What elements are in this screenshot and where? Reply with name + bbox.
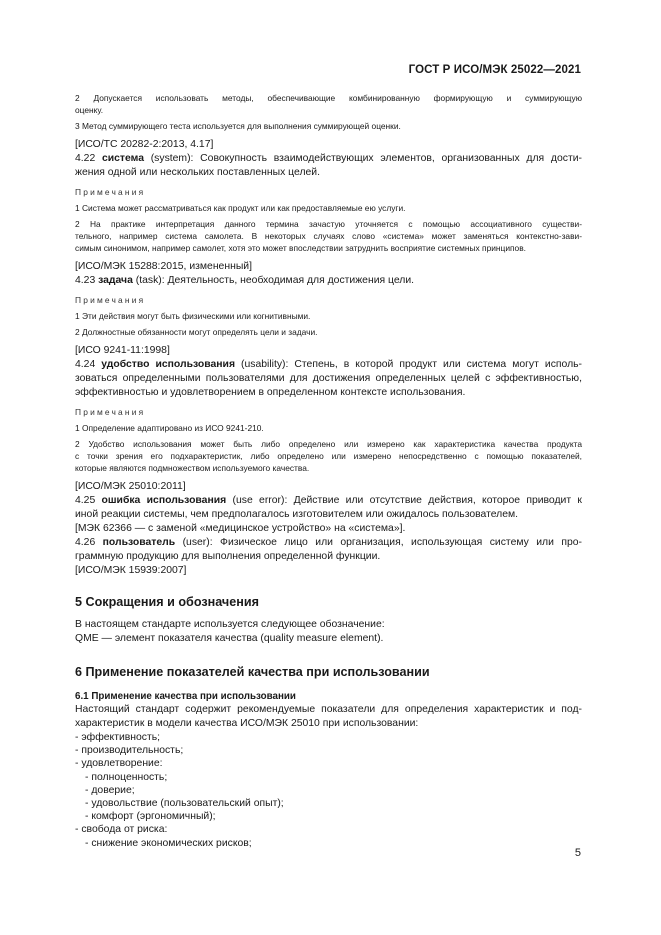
note-text: 1 Определение адаптировано из ИСО 9241-210.	[75, 423, 264, 433]
term-text: граммную продукцию для выполнения определенной функции.	[75, 551, 381, 562]
section-5-title: 5 Сокращения и обозначения	[75, 595, 259, 609]
term-4-23: 4.23 задача (task): Деятельность, необходимая для достижения цели.	[75, 275, 415, 286]
note-text: 3 Метод суммирующего теста используется для выполнения суммирующей оценки.	[75, 121, 401, 131]
term-name: система	[101, 153, 144, 164]
note-text: симым синонимом, например самолет, хотя это может впоследствии затруднить восприятие системных принципов.	[75, 243, 526, 253]
source-reference: [ИСО/МЭК 15288:2015, измененный]	[75, 261, 252, 272]
term-name: пользователь	[102, 537, 176, 548]
source-reference: [ИСО/МЭК 25010:2011]	[75, 481, 186, 492]
section-text: Настоящий стандарт содержит рекомендуемые показатели для определения характеристик и под-	[75, 704, 582, 715]
section-text: QME — элемент показателя качества (quality measure element).	[75, 633, 384, 644]
term-4-26: 4.26 пользователь (user): Физическое лицо или организация, использующая систему или про-	[75, 537, 582, 548]
list-item: - снижение экономических рисков;	[85, 837, 252, 849]
section-text: В настоящем стандарте используется следующее обозначение:	[75, 619, 385, 630]
source-reference: [ИСО/ТС 20282-2:2013, 4.17]	[75, 139, 214, 150]
note-text: с точки зрения его подхарактеристик, либо определено или измерено непосредственно с помощью показателей,	[75, 451, 582, 461]
list-item: - свобода от риска:	[75, 824, 168, 836]
note-text: 2 На практике интерпретация данного термина зачастую уточняется с помощью ассоциативного существи-	[75, 219, 582, 229]
page-number: 5	[574, 847, 581, 859]
list-item: - доверие;	[85, 784, 135, 796]
list-item: - производительность;	[75, 745, 184, 757]
term-4-22: 4.22 система (system): Совокупность взаимодействующих элементов, организованных для дости-	[75, 153, 582, 164]
note-text: 2 Удобство использования может быть либо определено или измерено как характеристика качества продукта	[75, 439, 582, 449]
term-text: иной реакции системы, чем предполагалось изготовителем или ожидалось пользователем.	[75, 509, 519, 520]
term-text: жения одной или нескольких поставленных целей.	[75, 167, 320, 178]
subsection-6-1-title: 6.1 Применение качества при использовании	[75, 691, 296, 702]
term-text: зоваться определенными пользователями для достижения определенных целей с эффективностью,	[75, 373, 582, 384]
term-text: эффективностью и удовлетворением в определенном контексте использования.	[75, 387, 466, 398]
note-text: 1 Эти действия могут быть физическими или когнитивными.	[75, 311, 311, 321]
note-text: которые являются подмножеством используемого качества.	[75, 463, 310, 473]
term-text: [МЭК 62366 — с заменой «медицинское устройство» на «система»].	[75, 523, 406, 534]
term-4-25: 4.25 ошибка использования (use error): Действие или отсутствие действия, которое приводит к	[75, 495, 582, 506]
term-name: ошибка использования	[101, 495, 227, 506]
page-content	[75, 92, 582, 850]
notes-label: Примечания	[75, 295, 146, 305]
note-text: 2 Должностные обязанности могут определять цели и задачи.	[75, 327, 318, 337]
term-4-24: 4.24 удобство использования (usability): Степень, в которой продукт или система могут исполь-	[75, 359, 583, 370]
page-header: ГОСТ Р ИСО/МЭК 25022—2021	[408, 64, 581, 76]
list-item: - удовольствие (пользовательский опыт);	[85, 798, 284, 810]
note-text: 2 Допускается использовать методы, обеспечивающие комбинированную формирующую и суммирующую	[75, 93, 582, 103]
list-item: - полноценность;	[85, 771, 168, 783]
list-item: - комфорт (эргономичный);	[85, 811, 216, 823]
characteristics-list	[75, 731, 582, 850]
source-reference: [ИСО/МЭК 15939:2007]	[75, 565, 187, 576]
note-text: 1 Система может рассматриваться как продукт или как предоставляемые ею услуги.	[75, 203, 406, 213]
term-name: удобство использования	[101, 359, 236, 370]
note-text: оценку.	[75, 105, 104, 115]
source-reference: [ИСО 9241-11:1998]	[75, 345, 170, 356]
term-name: задача	[98, 275, 133, 286]
notes-label: Примечания	[75, 187, 146, 197]
notes-label: Примечания	[75, 407, 146, 417]
list-item: - удовлетворение:	[75, 758, 163, 770]
note-text: тельного, например система самолета. В некоторых случаях слово «система» может заменяться контекстно-зави-	[75, 231, 582, 241]
section-6-title: 6 Применение показателей качества при использовании	[75, 665, 430, 679]
section-text: характеристик в модели качества ИСО/МЭК 25010 при использовании:	[75, 718, 419, 729]
list-item: - эффективность;	[75, 732, 161, 743]
